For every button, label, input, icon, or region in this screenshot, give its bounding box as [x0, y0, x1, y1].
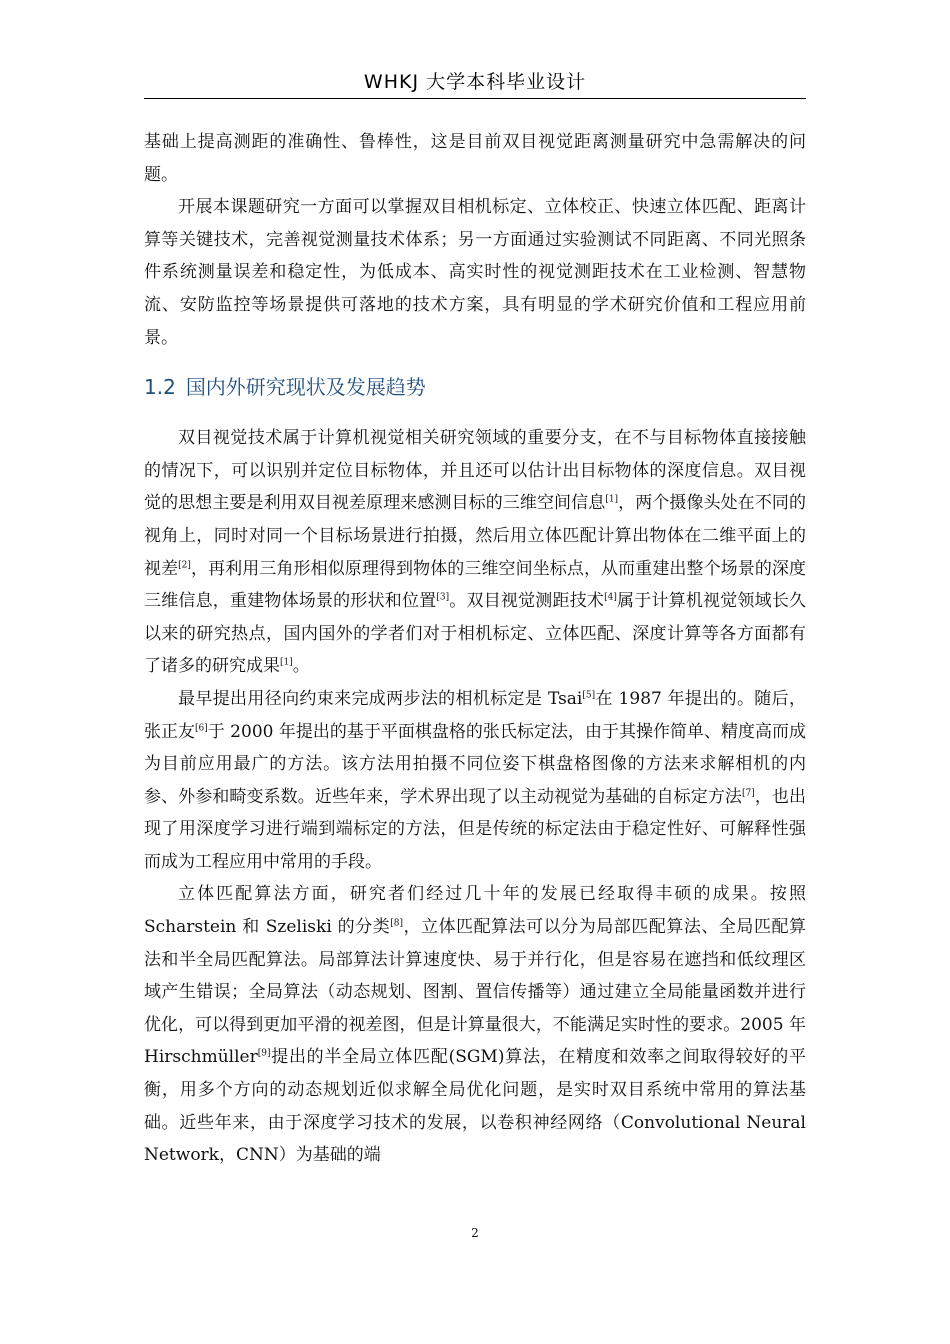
paragraph-continuation: 基础上提高测距的准确性、鲁棒性，这是目前双目视觉距离测量研究中急需解决的问题。 — [144, 132, 806, 185]
text-run: ，也出现了用深度学习进行端到端标定的方法，但是传统的标定法由于稳定性好、可解释性强而成为工程应用中常用的手段。 — [144, 786, 807, 872]
section-title: 国内外研究现状及发展趋势 — [185, 375, 426, 400]
text-run: 最早提出用径向约束来完成两步法的相机标定是 Tsai — [178, 688, 583, 709]
text-run: 属于计算机视觉领域长久以来的研究热点，国内国外的学者们对于相机标定、立体匹配、深度计算等各方面都有了诸多的研究成果 — [144, 591, 807, 677]
text-run: 于 2000 年提出的基于平面棋盘格的张氏标定法，由于其操作简单、精度高而成为目前应用最广的方法。该方法用拍摄不同位姿下棋盘格图像的方法来求解相机的内参、外参和畸变系数。近些年来，学术界出现了以主动视觉为基础的自标定方法 — [144, 721, 806, 807]
text-run: 双目视觉技术属于计算机视觉相关研究领域的重要分支，在不与目标物体直接接触的情况下，可以识别并定位目标物体，并且还可以估计出目标物体的深度信息。双目视觉的思想主要是利用双目视差原理来感测目标的三维空间信息 — [144, 428, 806, 514]
text-run: 立体匹配算法方面，研究者们经过几十年的发展已经取得丰硕的成果。按照 Scharstein 和 Szeliski 的分类 — [144, 884, 806, 938]
section-number: 1.2 — [144, 375, 176, 400]
citation-ref: [9] — [257, 1048, 271, 1059]
citation-ref: [3] — [436, 592, 450, 603]
header-divider — [144, 98, 806, 99]
text-run: 。双目视觉测距技术 — [449, 591, 605, 612]
paragraph-binocular-vision — [144, 422, 806, 683]
document-body — [144, 126, 806, 1172]
page-header-title: WHKJ 大学本科毕业设计 — [363, 71, 587, 93]
text-run: ，两个摄像头处在不同的视角上，同时对同一个目标场景进行拍摄，然后用立体匹配计算出物体在二维平面上的视差 — [144, 493, 807, 579]
text-run: ，再利用三角形相似原理得到物体的三维空间坐标点，从而重建出整个场景的深度三维信息，重建物体场景的形状和位置 — [144, 558, 806, 612]
paragraph-research-significance: 开展本课题研究一方面可以掌握双目相机标定、立体校正、快速立体匹配、距离计算等关键技术，完善视觉测量技术体系；另一方面通过实验测试不同距离、不同光照条件系统测量误差和稳定性，为低成本、高实时性的视觉测距技术在工业检测、智慧物流、安防监控等场景提供可落地的技术方案，具有明显的学术研究价值和工程应用前景。 — [144, 197, 806, 348]
citation-ref: [6] — [195, 722, 208, 733]
citation-ref: [8] — [390, 918, 403, 929]
citation-ref: [1] — [605, 494, 619, 505]
paragraph-camera-calibration — [144, 683, 806, 879]
citation-ref: [4] — [604, 592, 617, 603]
citation-ref: [7] — [742, 788, 755, 799]
paragraph-stereo-matching — [144, 878, 806, 1171]
citation-ref: [1] — [280, 657, 293, 668]
citation-ref: [5] — [582, 690, 596, 701]
text-run: ，立体匹配算法可以分为局部匹配算法、全局匹配算法和半全局匹配算法。局部算法计算速度快、易于并行化，但是容易在遮挡和低纹理区域产生错误；全局算法（动态规划、图割、置信传播等）通过建立全局能量函数并进行优化，可以得到更加平滑的视差图，但是计算量很大，不能满足实时性的要求。2005 年 Hirschmüller — [144, 917, 807, 1068]
citation-ref: [2] — [178, 559, 191, 570]
text-run: 。 — [292, 656, 310, 677]
section-heading — [144, 371, 806, 403]
text-run: 在 1987 年提出的。随后，张正友 — [144, 688, 806, 742]
page-number: 2 — [471, 1226, 479, 1240]
text-run: 提出的半全局立体匹配(SGM)算法，在精度和效率之间取得较好的平衡，用多个方向的动态规划近似求解全局优化问题，是实时双目系统中常用的算法基础。近些年来，由于深度学习技术的发展，以卷积神经网络（Convolutional Neural Network，CNN）为基础的端 — [144, 1047, 806, 1166]
